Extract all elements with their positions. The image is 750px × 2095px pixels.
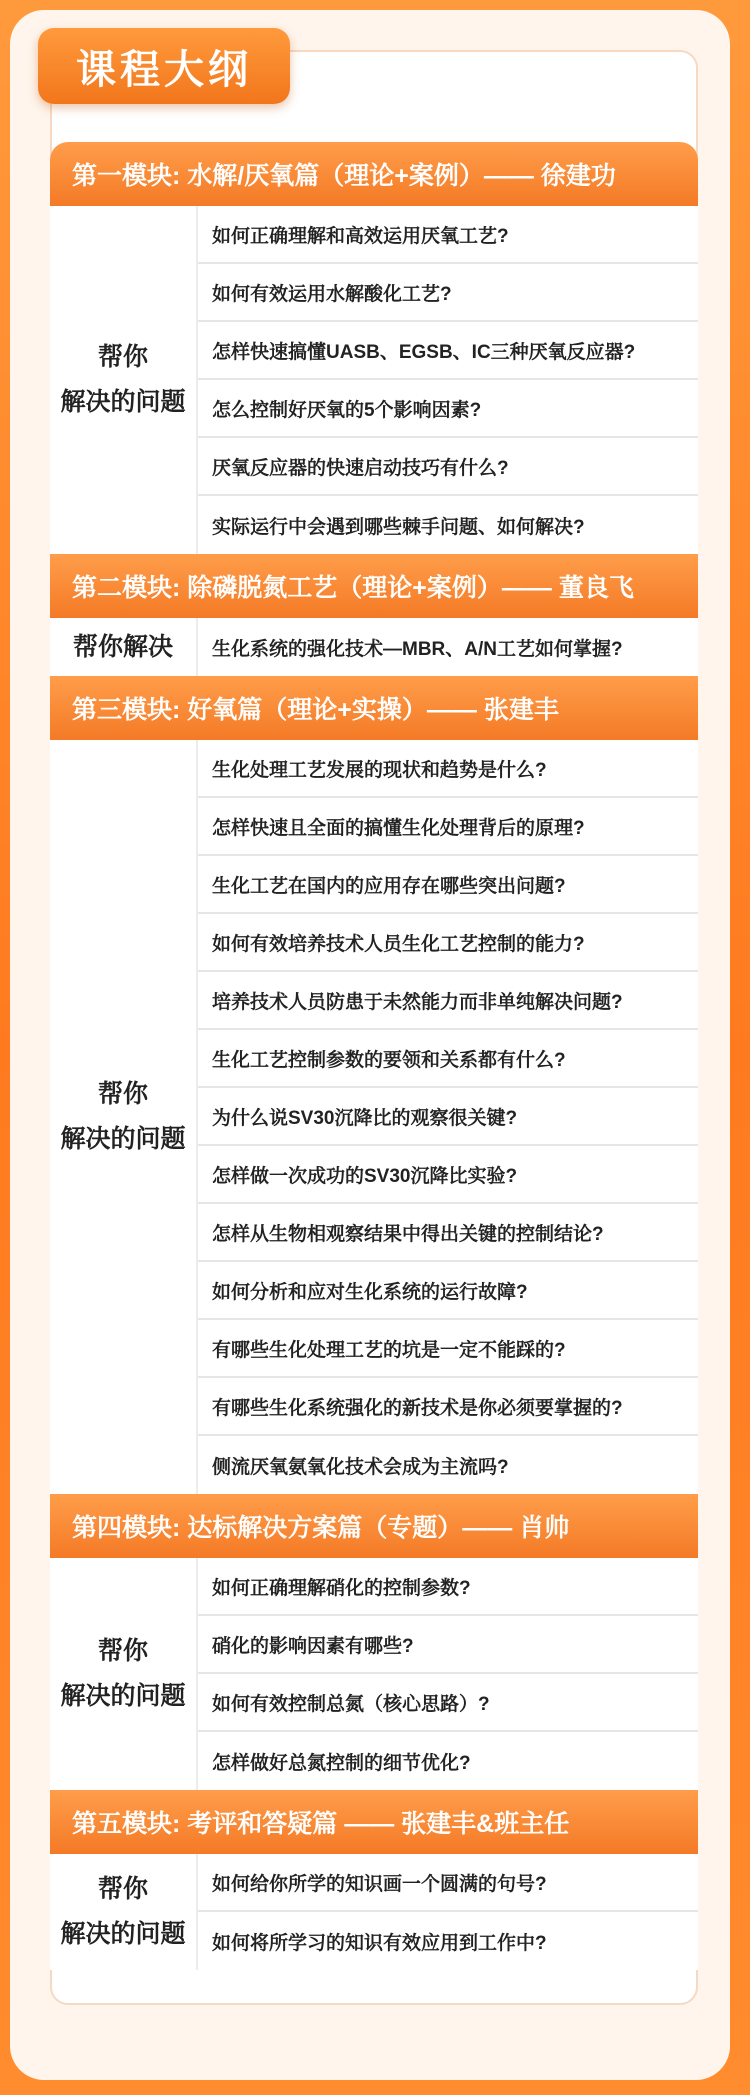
question-list: [198, 618, 698, 676]
question-item: 如何将所学习的知识有效应用到工作中?: [212, 1932, 547, 1954]
module-body: [50, 740, 698, 1494]
module-4: [50, 1494, 698, 1790]
label-line-1: 帮你: [97, 343, 148, 371]
label-line-1: 帮你: [97, 1875, 148, 1903]
question-list: [198, 1854, 698, 1970]
question-item: 有哪些生化处理工艺的坑是一定不能踩的?: [198, 1320, 698, 1378]
module-header: 第一模块: 水解/厌氧篇（理论+案例）—— 徐建功: [50, 142, 698, 206]
module-1: [50, 142, 698, 554]
question-item: 如何有效控制总氮（核心思路）?: [198, 1674, 698, 1732]
module-header: 第三模块: 好氧篇（理论+实操）—— 张建丰: [50, 676, 698, 740]
label-line-1: 帮你: [97, 1637, 148, 1665]
question-list: [198, 740, 698, 1494]
module-body: [50, 1854, 698, 1970]
question-list: [198, 206, 698, 554]
question-item: 如何给你所学的知识画一个圆满的句号?: [198, 1854, 698, 1912]
label-line-1: 帮你解决: [72, 632, 173, 661]
module-header: 第四模块: 达标解决方案篇（专题）—— 肖帅: [50, 1494, 698, 1558]
question-item: 怎样做好总氮控制的细节优化?: [212, 1752, 471, 1774]
question-item: 如何有效运用水解酸化工艺?: [198, 264, 698, 322]
question-item: 实际运行中会遇到哪些棘手问题、如何解决?: [212, 516, 585, 538]
label-line-2: 解决的问题: [60, 388, 186, 416]
module-body: [50, 618, 698, 676]
label-line-2: 解决的问题: [60, 1125, 186, 1153]
module-label: [50, 618, 198, 676]
module-label: [50, 1558, 198, 1790]
module-2: [50, 554, 698, 676]
question-item: 厌氧反应器的快速启动技巧有什么?: [198, 438, 698, 496]
question-item: 如何正确理解和高效运用厌氧工艺?: [198, 206, 698, 264]
page-title: 课程大纲: [38, 28, 290, 104]
module-header: 第二模块: 除磷脱氮工艺（理论+案例）—— 董良飞: [50, 554, 698, 618]
module-body: [50, 1558, 698, 1790]
question-item: 如何有效培养技术人员生化工艺控制的能力?: [198, 914, 698, 972]
question-item: 生化工艺控制参数的要领和关系都有什么?: [198, 1030, 698, 1088]
question-item: 怎样快速且全面的搞懂生化处理背后的原理?: [198, 798, 698, 856]
module-label: [50, 206, 198, 554]
question-item: 有哪些生化系统强化的新技术是你必须要掌握的?: [198, 1378, 698, 1436]
question-item: 生化工艺在国内的应用存在哪些突出问题?: [198, 856, 698, 914]
module-label: [50, 1854, 198, 1970]
question-item: 怎样快速搞懂UASB、EGSB、IC三种厌氧反应器?: [198, 322, 698, 380]
modules-list: [50, 142, 698, 1970]
label-line-1: 帮你: [97, 1080, 148, 1108]
question-item: 生化系统的强化技术—MBR、A/N工艺如何掌握?: [212, 638, 623, 660]
question-item: 侧流厌氧氨氧化技术会成为主流吗?: [212, 1456, 509, 1478]
question-item: 生化处理工艺发展的现状和趋势是什么?: [198, 740, 698, 798]
question-item: 为什么说SV30沉降比的观察很关键?: [198, 1088, 698, 1146]
question-item: 硝化的影响因素有哪些?: [198, 1616, 698, 1674]
question-item: 如何分析和应对生化系统的运行故障?: [198, 1262, 698, 1320]
question-item: 怎么控制好厌氧的5个影响因素?: [198, 380, 698, 438]
label-line-2: 解决的问题: [60, 1682, 186, 1710]
module-header: 第五模块: 考评和答疑篇 —— 张建丰&班主任: [50, 1790, 698, 1854]
question-item: 怎样从生物相观察结果中得出关键的控制结论?: [198, 1204, 698, 1262]
module-label: [50, 740, 198, 1494]
question-item: 怎样做一次成功的SV30沉降比实验?: [198, 1146, 698, 1204]
module-body: [50, 206, 698, 554]
question-list: [198, 1558, 698, 1790]
label-line-2: 解决的问题: [60, 1920, 186, 1948]
module-5: [50, 1790, 698, 1970]
module-3: [50, 676, 698, 1494]
question-item: 如何正确理解硝化的控制参数?: [198, 1558, 698, 1616]
question-item: 培养技术人员防患于未然能力而非单纯解决问题?: [198, 972, 698, 1030]
